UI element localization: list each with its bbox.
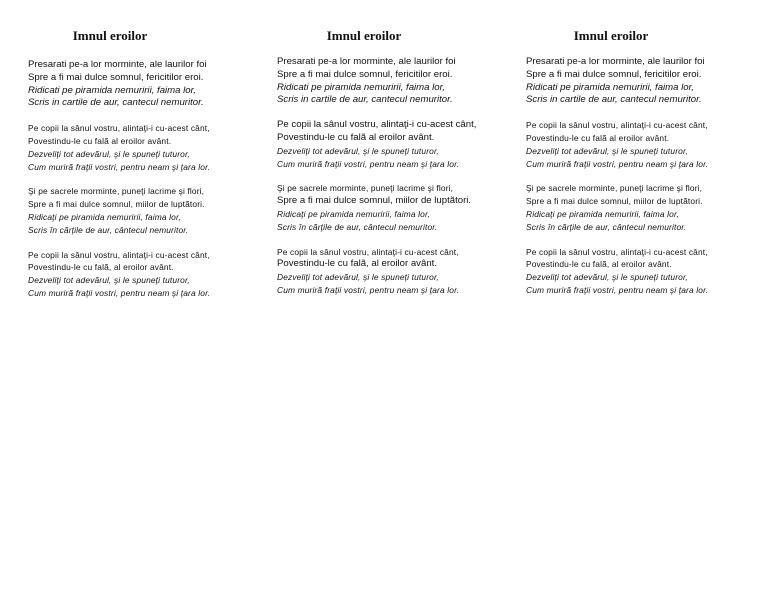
verse-line: Ridicati pe piramida nemuririi, faima lor, [277, 81, 445, 93]
stanza-1 [526, 56, 756, 107]
verse-line: Povestindu-le cu falã al eroilor avânt. [277, 131, 435, 143]
verse-line: Ridicaţi pe piramida nemuririi, faima lor, [526, 208, 679, 219]
verse-line: Povestindu-le cu falã al eroilor avânt. [28, 135, 172, 146]
verse-line: Cum murirã fraţii vostri, pentru neam şi ţara lor. [277, 158, 460, 169]
verse-line: Scris in cartile de aur, cantecul nemuritor. [28, 97, 204, 109]
verse-line: Ridicaţi pe piramida nemuririi, faima lor, [28, 211, 181, 222]
verse-line: Dezveliţi tot adevãrul, şi le spuneţi tuturor, [277, 145, 439, 156]
verse-line: Spre a fi mai dulce somnul, miilor de luptãtori. [277, 195, 472, 207]
verse-line: Pe copii la sânul vostru, alintaţi-i cu-acest cânt, [277, 119, 477, 131]
poem-title: Imnul eroilor [326, 28, 402, 43]
verse-line: Povestindu-le cu falã, al eroilor avânt. [28, 262, 174, 273]
verse-line: Pe copii la sânul vostru, alintaţi-i cu-acest cânt, [526, 246, 708, 257]
stanza-4 [28, 249, 258, 300]
stanza-3 [28, 185, 258, 236]
verse-line: Scris în cãrţile de aur, cântecul nemuritor. [28, 224, 189, 235]
poem-column-1 [28, 0, 258, 300]
verse-line: Şi pe sacrele morminte, puneţi lacrime şi flori, [277, 183, 454, 194]
stanza-1 [28, 59, 258, 110]
verse-line: Presarati pe-a lor morminte, ale laurilor foi [277, 56, 456, 67]
verse-line: Cum murirã fraţii vostri, pentru neam şi ţara lor. [526, 284, 709, 295]
verse-line: Şi pe sacrele morminte, puneţi lacrime şi flori, [28, 186, 205, 197]
verse-line: Cum murirã fraţii vostri, pentru neam şi ţara lor. [28, 287, 211, 298]
stanza-2 [28, 122, 258, 173]
verse-line: Pe copii la sânul vostru, alintaţi-i cu-acest cânt, [277, 246, 459, 257]
verse-line: Povestindu-le cu falã, al eroilor avânt. [526, 259, 672, 270]
verse-line: Cum murirã fraţii vostri, pentru neam şi ţara lor. [28, 161, 211, 172]
verse-line: Dezveliţi tot adevãrul, şi le spuneţi tuturor, [526, 272, 688, 283]
stanza-4 [526, 246, 756, 297]
verse-line: Pe copii la sânul vostru, alintaţi-i cu-acest cânt, [526, 120, 708, 131]
verse-line: Şi pe sacrele morminte, puneţi lacrime şi flori, [526, 183, 703, 194]
verse-line: Ridicati pe piramida nemuririi, faima lor, [526, 81, 694, 93]
verse-line: Scris in cartile de aur, cantecul nemuritor. [526, 94, 702, 106]
poem-column-3 [526, 0, 756, 297]
verse-line: Dezveliţi tot adevãrul, şi le spuneţi tuturor, [28, 275, 190, 286]
verse-line: Ridicaţi pe piramida nemuririi, faima lor, [277, 208, 430, 219]
verse-line: Spre a fi mai dulce somnul, fericitilor eroi. [526, 68, 702, 80]
verse-line: Pe copii la sânul vostru, alintaţi-i cu-acest cânt, [28, 123, 210, 134]
verse-line: Povestindu-le cu falã al eroilor avânt. [526, 132, 670, 143]
verse-line: Spre a fi mai dulce somnul, fericitilor eroi. [28, 71, 204, 83]
verse-line: Povestindu-le cu falã, al eroilor avânt. [277, 258, 437, 270]
verse-line: Presarati pe-a lor morminte, ale laurilor foi [526, 56, 705, 67]
verse-line: Scris in cartile de aur, cantecul nemuritor. [277, 94, 453, 106]
verse-line: Spre a fi mai dulce somnul, fericitilor eroi. [277, 68, 453, 80]
verse-line: Cum murirã fraţii vostri, pentru neam şi ţara lor. [526, 158, 709, 169]
verse-line: Spre a fi mai dulce somnul, miilor de luptãtori. [526, 196, 703, 207]
poem-title: Imnul eroilor [573, 28, 649, 43]
verse-line: Cum murirã fraţii vostri, pentru neam şi ţara lor. [277, 284, 460, 295]
poem-title: Imnul eroilor [72, 28, 148, 43]
verse-line: Pe copii la sânul vostru, alintaţi-i cu-acest cânt, [28, 249, 210, 260]
stanza-4 [277, 246, 507, 297]
stanza-3 [277, 182, 507, 233]
verse-line: Ridicati pe piramida nemuririi, faima lor, [28, 84, 196, 96]
verse-line: Spre a fi mai dulce somnul, miilor de luptãtori. [28, 199, 205, 210]
stanza-3 [526, 182, 756, 233]
verse-line: Presarati pe-a lor morminte, ale laurilor foi [28, 59, 207, 70]
verse-line: Dezveliţi tot adevãrul, şi le spuneţi tuturor, [277, 272, 439, 283]
verse-line: Dezveliţi tot adevãrul, şi le spuneţi tuturor, [526, 145, 688, 156]
poem-column-2 [277, 0, 507, 297]
verse-line: Scris în cãrţile de aur, cântecul nemuritor. [277, 221, 438, 232]
stanza-1 [277, 56, 507, 107]
stanza-2 [277, 119, 507, 170]
stanza-2 [526, 119, 756, 170]
verse-line: Scris în cãrţile de aur, cântecul nemuritor. [526, 221, 687, 232]
verse-line: Dezveliţi tot adevãrul, şi le spuneţi tuturor, [28, 148, 190, 159]
